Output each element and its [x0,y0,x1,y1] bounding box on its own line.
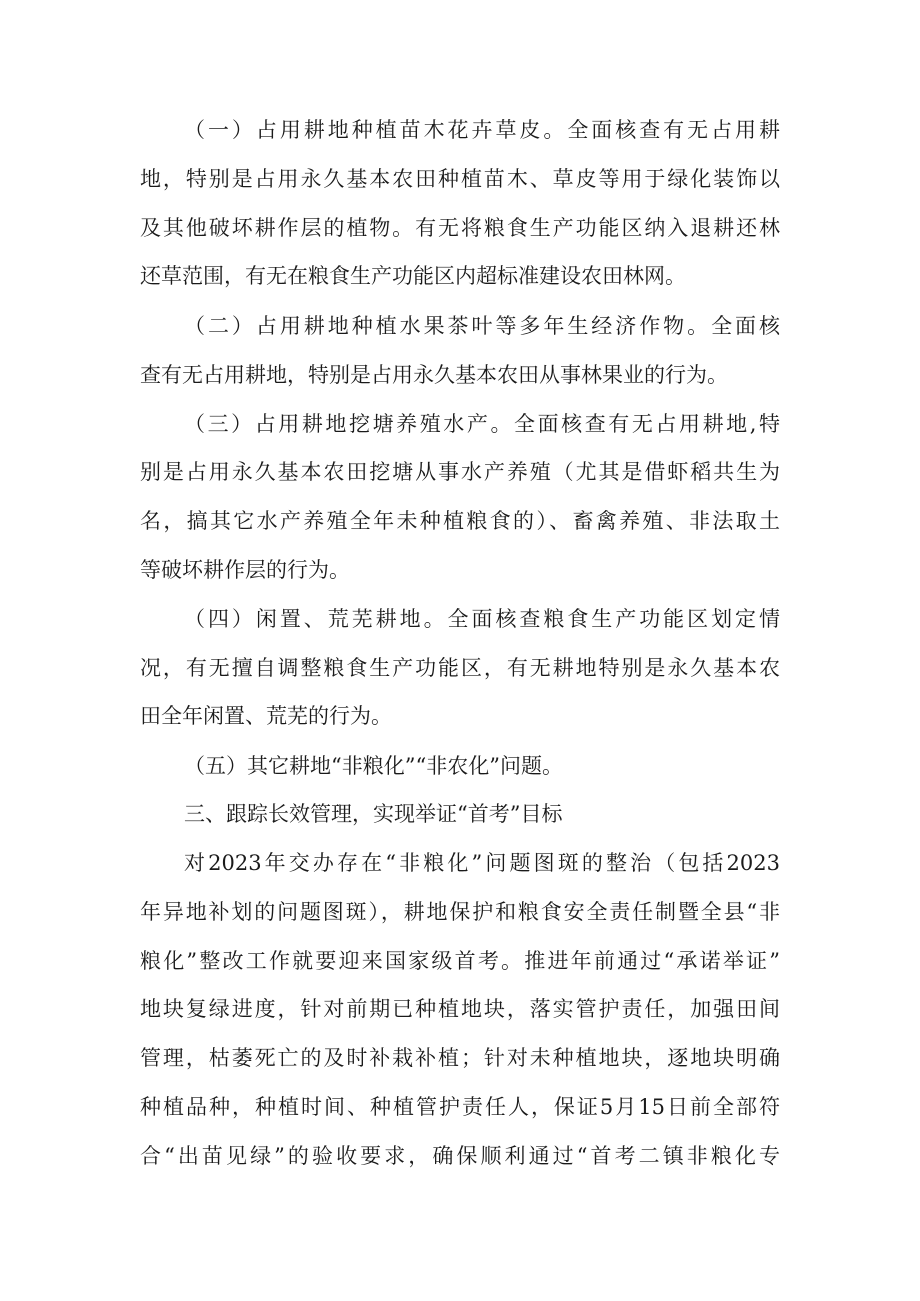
paragraph-6-line-1: 对2023年交办存在“非粮化”问题图斑的整治（包括2023 [184,851,780,875]
paragraph-1-line-4: 还草范围，有无在粮食生产功能区内超标准建设农田林网。 [140,264,686,288]
paragraph-5-line-1: （五）其它耕地“非粮化”“非农化”问题。 [184,754,563,778]
paragraph-1-line-3: 及其他破坏耕作层的植物。有无将粮食生产功能区纳入退耕还林 [140,216,780,240]
paragraph-1-line-1: （一）占用耕地种植苗木花卉草皮。全面核查有无占用耕 [184,118,780,142]
paragraph-6-line-7: 合“出苗见绿”的验收要求，确保顺利通过“首考二镇非粮化专 [140,1144,780,1168]
paragraph-6-line-3: 粮化”整改工作就要迎来国家级首考。推进年前通过“承诺举证” [140,949,780,973]
paragraph-3-line-4: 等破坏耕作层的行为。 [140,558,350,582]
paragraph-2-line-2: 查有无占用耕地，特别是占用永久基本农田从事林果业的行为。 [140,363,728,387]
paragraph-3-line-2: 别是占用永久基本农田挖塘从事水产养殖（尤其是借虾稻共生为 [140,460,780,484]
paragraph-4-line-3: 田全年闲置、荒芜的行为。 [140,704,392,728]
paragraph-1-line-2: 地，特别是占用永久基本农田种植苗木、草皮等用于绿化装饰以 [140,167,780,191]
paragraph-6-line-5: 管理，枯萎死亡的及时补栽补植；针对未种植地块，逐地块明确 [140,1046,780,1070]
paragraph-4-line-2: 况，有无擅自调整粮食生产功能区，有无耕地特别是永久基本农 [140,656,780,680]
paragraph-6-line-2: 年异地补划的问题图斑），耕地保护和粮食安全责任制暨全县“非 [140,900,780,924]
paragraph-3-line-1: （三）占用耕地挖塘养殖水产。全面核查有无占用耕地,特 [184,412,780,436]
section-3-heading: 三、跟踪长效管理，实现举证“首考”目标 [184,802,563,826]
paragraph-2-line-1: （二）占用耕地种植水果茶叶等多年生经济作物。全面核 [184,314,780,338]
paragraph-4-line-1: （四）闲置、荒芜耕地。全面核查粮食生产功能区划定情 [184,607,780,631]
paragraph-3-line-3: 名，搞其它水产养殖全年未种植粮食的）、畜禽养殖、非法取土 [140,509,780,533]
paragraph-6-line-4: 地块复绿进度，针对前期已种植地块，落实管护责任，加强田间 [140,997,780,1021]
paragraph-6-line-6: 种植品种，种植时间、种植管护责任人，保证5月15日前全部符 [140,1095,780,1119]
